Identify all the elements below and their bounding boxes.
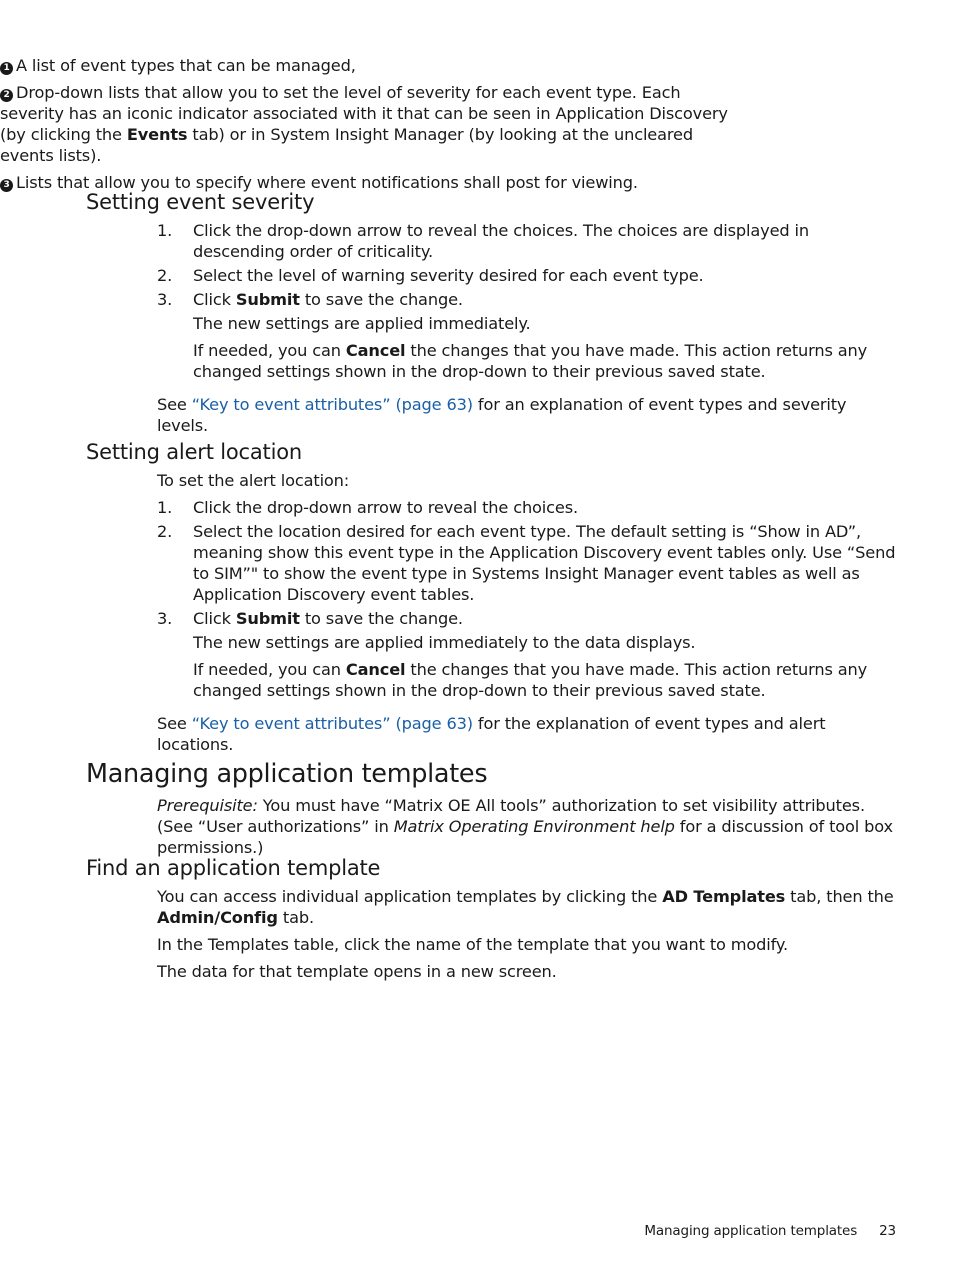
help-title-ref: Matrix Operating Environment help xyxy=(393,817,675,836)
section-event-severity xyxy=(0,189,954,442)
section-heading: Setting alert location xyxy=(86,440,302,464)
step-item xyxy=(157,608,899,629)
steps-list xyxy=(157,497,899,629)
step-text: Click the drop-down arrow to reveal the choices. xyxy=(193,498,578,517)
step-text: Select the level of warning severity desired for each event type. xyxy=(193,266,704,285)
cancel-note xyxy=(193,659,899,701)
cancel-text: If needed, you can xyxy=(193,660,346,679)
step-number: 1. xyxy=(157,221,173,240)
key-to-event-attributes-link[interactable]: “Key to event attributes” (page 63) xyxy=(191,395,473,414)
callout-text-2a: Drop-down lists that allow you to set the level of severity for each event type. Each severity has an iconic indicator associated with it that can be seen in Application Discovery (by clicking the xyxy=(0,83,728,144)
section-managing-templates xyxy=(0,758,954,864)
find-paragraph-1 xyxy=(157,886,899,928)
step-item xyxy=(157,220,899,262)
submit-ref: Submit xyxy=(235,609,300,628)
callout-item-1 xyxy=(0,55,742,76)
lead-text: To set the alert location: xyxy=(157,471,350,490)
admin-config-tab-ref: Admin/Config xyxy=(157,908,278,927)
section-heading: Setting event severity xyxy=(86,190,315,214)
cancel-ref: Cancel xyxy=(345,660,406,679)
find-paragraph-3: The data for that template opens in a new screen. xyxy=(157,962,557,981)
step-item xyxy=(157,521,899,605)
steps-list xyxy=(157,220,899,310)
step-text: Click the drop-down arrow to reveal the choices. The choices are displayed in descending order of criticality. xyxy=(193,221,809,261)
callout-list xyxy=(0,55,954,199)
ad-templates-tab-ref: AD Templates xyxy=(662,887,786,906)
callout-text-3: Lists that allow you to specify where event notifications shall post for viewing. xyxy=(16,173,638,192)
step-item xyxy=(157,497,899,518)
prerequisite-text: You must have “Matrix OE All tools” authorization to set visibility attributes. (See “User authorizations” in xyxy=(157,796,865,836)
step-item xyxy=(157,289,899,310)
find-text: tab. xyxy=(277,908,314,927)
callout-text-1: A list of event types that can be managed, xyxy=(16,56,356,75)
step-number: 3. xyxy=(157,609,173,628)
step-text: to save the change. xyxy=(299,609,463,628)
prerequisite-note xyxy=(157,795,899,858)
step-number: 1. xyxy=(157,498,173,517)
see-text: for an explanation of event types and severity levels. xyxy=(157,395,847,435)
callout-marker-2: 2 xyxy=(0,89,13,102)
page-title: Managing application templates xyxy=(86,759,488,789)
step-text: Click xyxy=(193,609,236,628)
step-number: 2. xyxy=(157,266,173,285)
find-paragraph-2: In the Templates table, click the name of the template that you want to modify. xyxy=(157,935,789,954)
key-to-event-attributes-link[interactable]: “Key to event attributes” (page 63) xyxy=(191,714,473,733)
step-item xyxy=(157,265,899,286)
step-number: 3. xyxy=(157,290,173,309)
see-reference xyxy=(157,713,899,755)
step-text: Select the location desired for each event type. The default setting is “Show in AD”, meaning show this event type in the Application Discovery event tables only. Use “Send to SIM”" to show the event type in Systems Insight Manager event tables as well as Application Discovery event tables. xyxy=(193,522,896,604)
section-heading: Find an application template xyxy=(86,856,381,880)
page-number: 23 xyxy=(879,1223,896,1239)
find-text: You can access individual application templates by clicking the xyxy=(157,887,663,906)
see-text: See xyxy=(157,714,192,733)
events-tab-ref: Events xyxy=(126,125,188,144)
see-text: See xyxy=(157,395,192,414)
section-find-template xyxy=(0,855,954,988)
prerequisite-label: Prerequisite: xyxy=(157,796,258,815)
callout-marker-3: 3 xyxy=(0,179,13,192)
applied-note: The new settings are applied immediately to the data displays. xyxy=(193,633,696,652)
footer-section-title: Managing application templates xyxy=(644,1223,858,1239)
applied-note: The new settings are applied immediately. xyxy=(193,314,531,333)
submit-ref: Submit xyxy=(235,290,300,309)
callout-text-2b: tab) or in System Insight Manager (by looking at the uncleared events lists). xyxy=(0,125,693,165)
step-text: to save the change. xyxy=(299,290,463,309)
find-text: tab, then the xyxy=(785,887,894,906)
callout-item-2 xyxy=(0,82,742,166)
cancel-note xyxy=(193,340,899,382)
page-footer xyxy=(644,1222,896,1240)
step-text: Click xyxy=(193,290,236,309)
see-reference xyxy=(157,394,899,436)
step-number: 2. xyxy=(157,522,173,541)
callout-marker-1: 1 xyxy=(0,62,13,75)
cancel-text: the changes that you have made. This action returns any changed settings shown in the drop-down to their previous saved state. xyxy=(193,660,868,700)
prerequisite-text: for a discussion of tool box permissions.) xyxy=(157,817,893,857)
see-text: for the explanation of event types and alert locations. xyxy=(157,714,826,754)
cancel-ref: Cancel xyxy=(345,341,406,360)
cancel-text: If needed, you can xyxy=(193,341,346,360)
section-alert-location xyxy=(0,439,954,761)
cancel-text: the changes that you have made. This action returns any changed settings shown in the drop-down to their previous saved state. xyxy=(193,341,868,381)
